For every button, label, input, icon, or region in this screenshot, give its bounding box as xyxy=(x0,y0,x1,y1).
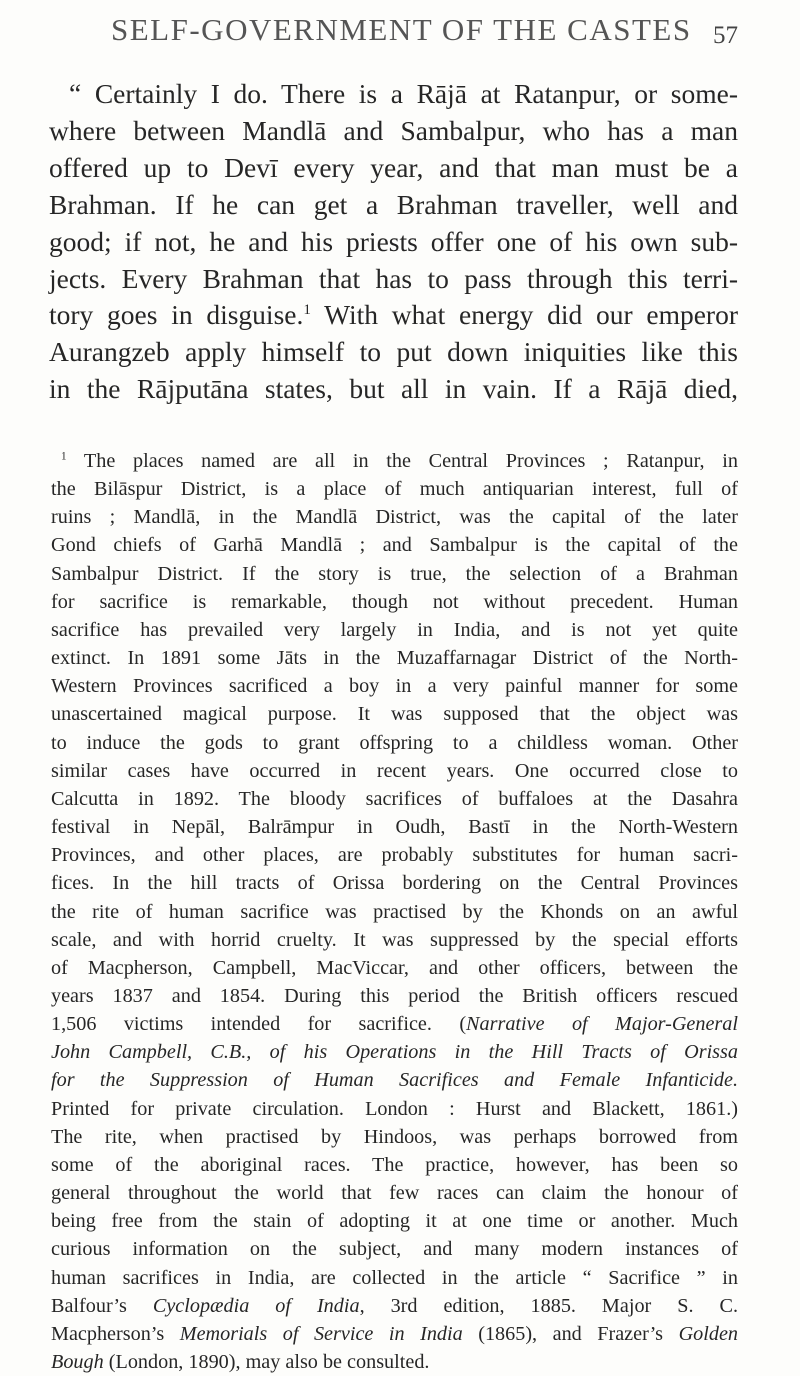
footnote-line: the Bilāspur District, is a place of much antiquarian interest, full of xyxy=(51,478,738,501)
footnote-line: scale, and with horrid cruelty. It was suppressed by the special efforts xyxy=(51,928,738,951)
footnote-line xyxy=(51,1292,738,1320)
footnote-line: Sambalpur District. If the story is true, the selection of a Brahman xyxy=(51,562,738,585)
page-number: 57 xyxy=(713,22,738,49)
body-line: jects. Every Brahman that has to pass through this terri- xyxy=(49,262,738,294)
footnote-line-text: (London, 1890), may also be consulted. xyxy=(103,1351,430,1373)
footnote-line: human sacrifices in India, are collected in the article “ Sacrifice ” in xyxy=(51,1266,738,1289)
footnote-line: of Macpherson, Campbell, MacViccar, and other officers, between the xyxy=(51,956,738,979)
footnote-reference: 1 xyxy=(303,302,311,319)
body-line-text: With what energy did our emperor xyxy=(310,299,738,331)
book-title: for the Suppression of Human Sacrifices and Female Infanticide. xyxy=(51,1069,738,1092)
footnote-line: general throughout the world that few races can claim the honour of xyxy=(51,1182,738,1205)
footnote-line: Provinces, and other places, are probably substitutes for human sacri- xyxy=(51,844,738,867)
footnote-line: sacrifice has prevailed very largely in India, and is not yet quite xyxy=(51,618,738,641)
footnote-line xyxy=(51,1348,738,1376)
footnote-line-text: 1,506 victims intended for sacrifice. ( xyxy=(51,1013,467,1036)
body-line xyxy=(49,297,738,334)
body-line: offered up to Devī every year, and that man must be a xyxy=(49,151,738,183)
footnote-line-text: Balfour’s xyxy=(51,1294,153,1317)
footnote-line: extinct. In 1891 some Jāts in the Muzaffarnagar District of the North- xyxy=(51,647,738,670)
book-title: Golden xyxy=(678,1322,738,1345)
footnote-line: Western Provinces sacrificed a boy in a very painful manner for some xyxy=(51,675,738,698)
footnote-line: years 1837 and 1854. During this period the British officers rescued xyxy=(51,984,738,1007)
footnote-line: Calcutta in 1892. The bloody sacrifices of buffaloes at the Dasahra xyxy=(51,787,738,810)
footnote-line: fices. In the hill tracts of Orissa bordering on the Central Provinces xyxy=(51,872,738,895)
book-title: Memorials of Service in India xyxy=(179,1322,463,1345)
footnote-line xyxy=(51,447,738,475)
running-head: SELF-GOVERNMENT OF THE CASTES xyxy=(111,12,692,47)
footnote-line xyxy=(51,1320,738,1348)
footnote-line-text: , 3rd edition, 1885. Major S. C. xyxy=(359,1294,738,1317)
footnote-line: The rite, when practised by Hindoos, was perhaps borrowed from xyxy=(51,1125,738,1148)
book-title: Cyclopædia of India xyxy=(152,1294,360,1317)
footnote-line: unascertained magical purpose. It was supposed that the object was xyxy=(51,703,738,726)
footnote-line: being free from the stain of adopting it at one time or another. Much xyxy=(51,1210,738,1233)
footnote-line: ruins ; Mandlā, in the Mandlā District, was the capital of the later xyxy=(51,506,738,529)
body-line: Aurangzeb apply himself to put down iniquities like this xyxy=(49,336,738,368)
body-line: Brahman. If he can get a Brahman traveller, well and xyxy=(49,188,738,220)
footnote-line: Gond chiefs of Garhā Mandlā ; and Sambalpur is the capital of the xyxy=(51,534,738,557)
body-line: “ Certainly I do. There is a Rājā at Ratanpur, or some- xyxy=(69,78,738,109)
footnote-line-text: Macpherson’s xyxy=(51,1322,180,1345)
body-line: where between Mandlā and Sambalpur, who has a man xyxy=(49,114,738,146)
footnote-line: the rite of human sacrifice was practised by the Khonds on an awful xyxy=(51,900,738,923)
footnote-line: for sacrifice is remarkable, though not without precedent. Human xyxy=(51,590,738,613)
footnote xyxy=(51,447,738,1376)
footnote-line: curious information on the subject, and many modern instances of xyxy=(51,1238,738,1261)
footnote-marker: 1 xyxy=(61,450,67,463)
footnote-line xyxy=(51,1038,738,1066)
footnote-line: to induce the gods to grant offspring to a childless woman. Other xyxy=(51,731,738,754)
footnote-line xyxy=(51,1010,738,1038)
footnote-line: similar cases have occurred in recent years. One occurred close to xyxy=(51,759,738,782)
book-title: Narrative of Major-General xyxy=(466,1013,738,1036)
footnote-line-text: The places named are all in the Central Provinces ; Ratanpur, in xyxy=(83,450,739,472)
book-title: Bough xyxy=(51,1351,104,1373)
footnote-line: Printed for private circulation. London : Hurst and Blackett, 1861.) xyxy=(51,1097,738,1120)
body-line: in the Rājputāna states, but all in vain. If a Rājā died, xyxy=(49,373,738,405)
body-line-text: tory goes in disguise. xyxy=(49,299,304,331)
main-paragraph xyxy=(49,76,738,408)
footnote-line xyxy=(51,1066,738,1094)
book-title: John Campbell, C.B., of his Operations in the Hill Tracts of Orissa xyxy=(51,1041,738,1064)
footnote-line: festival in Nepāl, Balrāmpur in Oudh, Bastī in the North-Western xyxy=(51,816,738,839)
body-line: good; if not, he and his priests offer one of his own sub- xyxy=(49,225,738,257)
page-header xyxy=(111,12,738,62)
footnote-line-text: (1865), and Frazer’s xyxy=(462,1322,679,1345)
footnote-line: some of the aboriginal races. The practice, however, has been so xyxy=(51,1153,738,1176)
